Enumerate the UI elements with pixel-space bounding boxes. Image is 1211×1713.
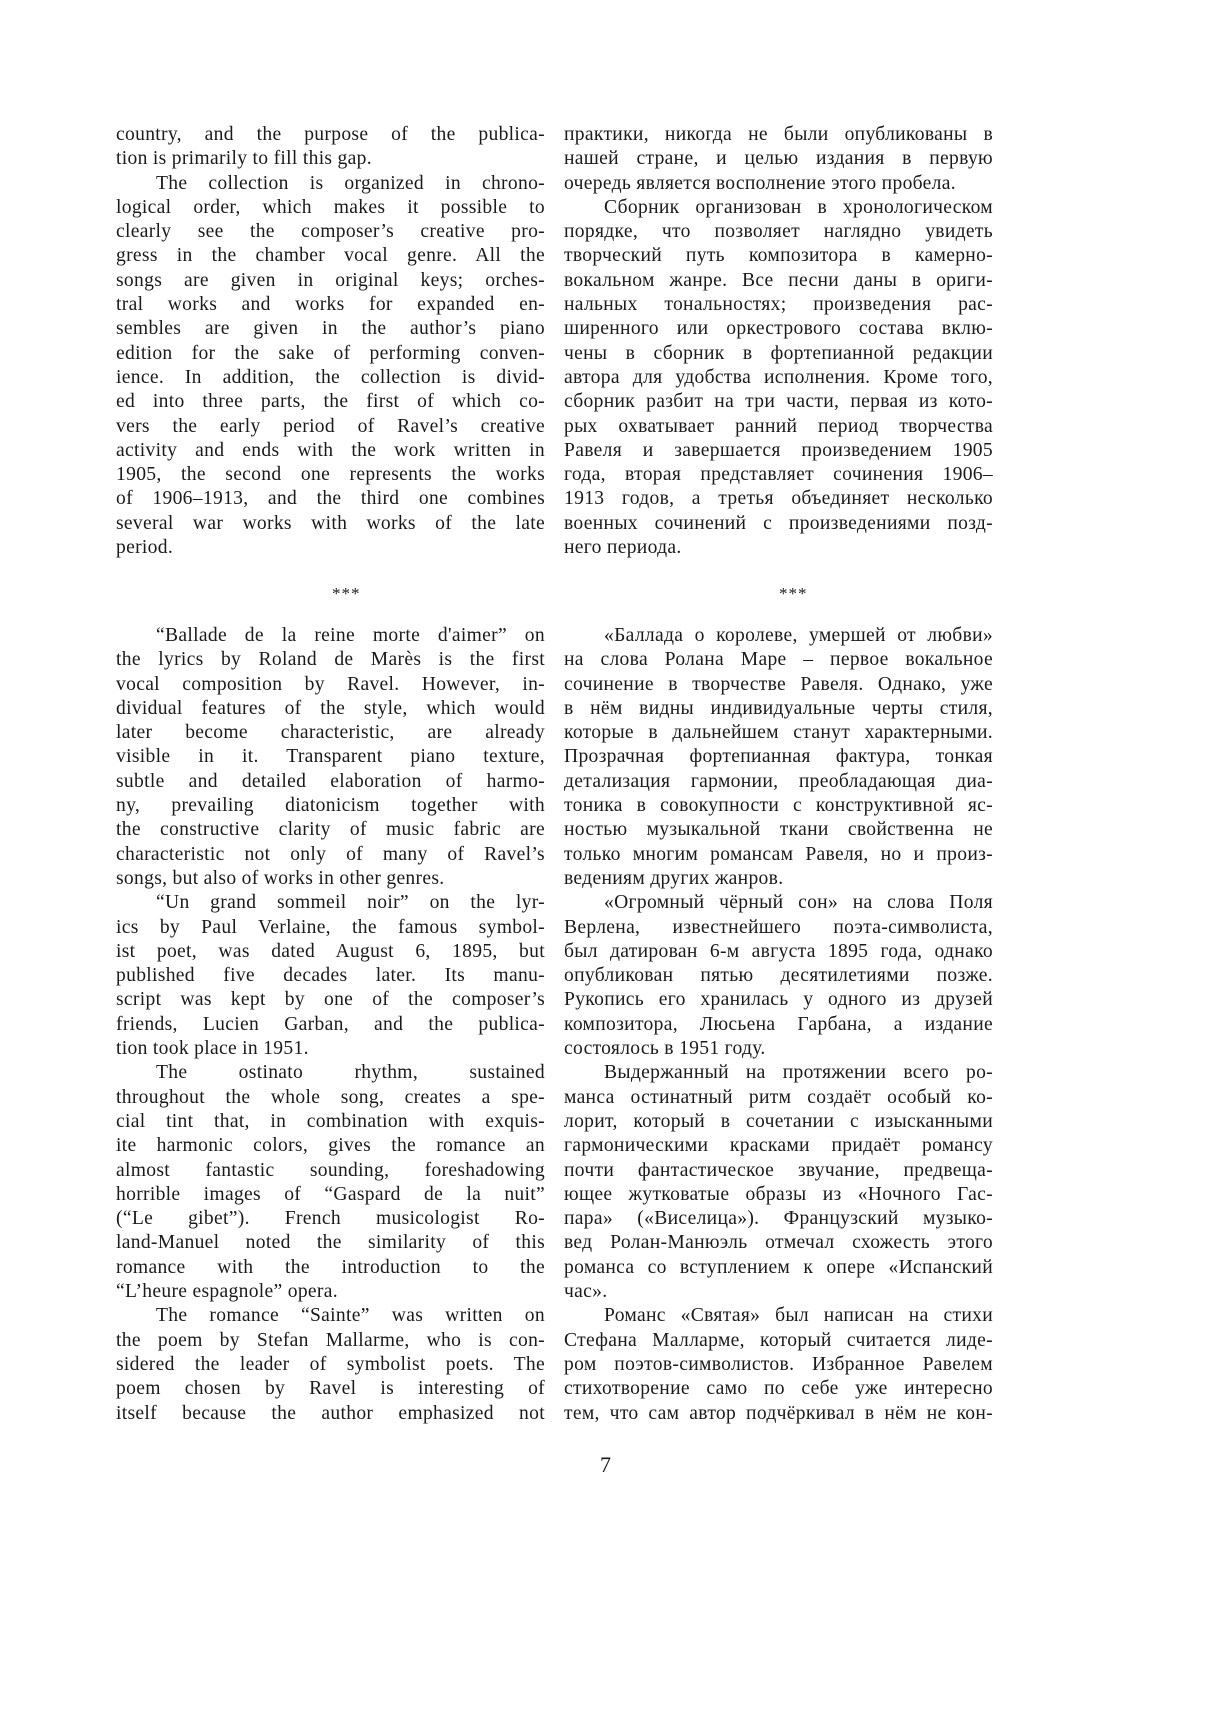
text-line: tion is primarily to fill this gap.	[116, 148, 372, 170]
text-line: (“Le gibet”). French musicologist Ro-	[116, 1208, 545, 1230]
text-line: сочинение в творчестве Равеля. Однако, уже	[564, 673, 993, 695]
text-line: Романс «Святая» был написан на стихи	[604, 1305, 993, 1327]
text-line: tion took place in 1951.	[116, 1038, 309, 1060]
page-number: 7	[600, 1452, 611, 1477]
text-line: ience. In addition, the collection is divid-	[116, 366, 545, 388]
text-line: characteristic not only of many of Ravel’s	[116, 843, 545, 865]
text-line: itself because the author emphasized not	[116, 1402, 545, 1424]
text-line: later become characteristic, are already	[116, 722, 545, 744]
text-line: visible in it. Transparent piano texture,	[116, 746, 545, 768]
paragraph	[116, 123, 545, 172]
text-line: порядке, что позволяет наглядно увидеть	[564, 221, 993, 243]
text-line: военных сочинений с произведениями позд-	[564, 512, 993, 534]
text-line: манса остинатный ритм создаёт особый ко-	[564, 1086, 993, 1108]
text-line: гармоническими красками придаёт романсу	[564, 1135, 993, 1157]
text-line: edition for the sake of performing conven-	[116, 342, 545, 364]
text-line: автора для удобства исполнения. Кроме того,	[564, 366, 993, 388]
paragraph	[116, 1304, 545, 1425]
text-line: dividual features of the style, which would	[116, 697, 545, 719]
text-line: ром поэтов-символистов. Избранное Равелем	[564, 1353, 993, 1375]
text-line: “L’heure espagnole” opera.	[116, 1281, 338, 1303]
text-line: throughout the whole song, creates a spe-	[116, 1086, 545, 1108]
text-line: Равеля и завершается произведением 1905	[564, 439, 993, 461]
text-line: композитора, Люсьена Гарбана, а издание	[564, 1013, 993, 1035]
paragraph	[116, 172, 545, 561]
text-line: almost fantastic sounding, foreshadowing	[116, 1159, 545, 1181]
paragraph	[564, 1061, 993, 1304]
text-line: “Un grand sommeil noir” on the lyr-	[156, 892, 545, 914]
text-line: ist poet, was dated August 6, 1895, but	[116, 940, 545, 962]
text-line: детализация гармонии, преобладающая диа-	[564, 770, 993, 792]
bottom-right-column	[564, 624, 993, 1426]
text-line: country, and the purpose of the publica-	[116, 124, 545, 145]
text-line: songs, but also of works in other genres.	[116, 867, 445, 889]
text-line: Рукопись его хранилась у одного из друзей	[564, 989, 993, 1011]
text-line: лорит, который в сочетании с изысканными	[564, 1110, 993, 1132]
paragraph	[564, 1304, 993, 1425]
text-line: clearly see the composer’s creative pro-	[116, 221, 545, 243]
paragraph	[564, 123, 993, 196]
text-line: The romance “Sainte” was written on	[156, 1305, 545, 1327]
text-line: почти фантастическое звучание, предвеща-	[564, 1159, 993, 1181]
text-line: нальных тональностях; произведения рас-	[564, 294, 993, 316]
text-line: Выдержанный на протяжении всего ро-	[604, 1062, 993, 1084]
text-line: состоялось в 1951 году.	[564, 1038, 766, 1060]
text-line: 1913 годов, а третья объединяет несколько	[564, 488, 993, 510]
paragraph	[564, 891, 993, 1061]
text-line: был датирован 6-м августа 1895 года, однако	[564, 940, 993, 962]
text-line: стихотворение само по себе уже интересно	[564, 1378, 993, 1400]
text-line: только многим романсам Равеля, но и произ-	[564, 843, 993, 865]
text-line: songs are given in original keys; orches-	[116, 269, 545, 291]
paragraph	[116, 1061, 545, 1304]
text-line: сборник разбит на три части, первая из кото-	[564, 391, 993, 413]
text-line: ющее жутковатые образы из «Ночного Гас-	[564, 1183, 993, 1205]
top-left-column	[116, 123, 545, 560]
text-line: activity and ends with the work written in	[116, 439, 545, 461]
text-line: него периода.	[564, 537, 682, 559]
text-line: horrible images of “Gaspard de la nuit”	[116, 1183, 545, 1205]
text-line: sembles are given in the author’s piano	[116, 318, 545, 340]
text-line: на слова Ролана Маре – первое вокальное	[564, 649, 993, 671]
text-line: “Ballade de la reine morte d'aimer” on	[156, 625, 545, 646]
text-line: 1905, the second one represents the works	[116, 464, 545, 486]
text-line: Прозрачная фортепианная фактура, тонкая	[564, 746, 993, 768]
text-line: тем, что сам автор подчёркивал в нём не кон-	[564, 1402, 993, 1424]
text-line: рых охватывает ранний период творчества	[564, 415, 993, 437]
text-line: The collection is organized in chrono-	[156, 172, 545, 194]
text-line: of 1906–1913, and the third one combines	[116, 488, 545, 510]
text-line: вед Ролан-Манюэль отмечал схожесть этого	[564, 1232, 993, 1254]
text-line: практики, никогда не были опубликованы в	[564, 124, 993, 145]
text-line: ite harmonic colors, gives the romance an	[116, 1135, 545, 1157]
text-line: пара» («Виселица»). Французский музыко-	[564, 1208, 993, 1230]
text-line: subtle and detailed elaboration of harmo-	[116, 770, 545, 792]
text-line: tral works and works for expanded en-	[116, 294, 545, 316]
text-line: Верлена, известнейшего поэта-символиста,	[564, 916, 993, 938]
text-line: poem chosen by Ravel is interesting of	[116, 1378, 545, 1400]
text-line: the constructive clarity of music fabric are	[116, 819, 545, 841]
text-line: logical order, which makes it possible to	[116, 196, 545, 218]
text-line: gress in the chamber vocal genre. All the	[116, 245, 545, 267]
section-separator-english: ***	[332, 584, 361, 603]
text-line: Стефана Малларме, который считается лиде-	[564, 1329, 993, 1351]
text-line: очередь является восполнение этого пробела.	[564, 172, 956, 194]
text-line: Сборник организован в хронологическом	[604, 196, 993, 218]
text-line: cial tint that, in combination with exquis-	[116, 1110, 545, 1132]
text-line: вокальном жанре. Все песни даны в ориги-	[564, 269, 993, 291]
text-line: ширенного или оркестрового состава вклю-	[564, 318, 993, 340]
text-line: творческий путь композитора в камерно-	[564, 245, 993, 267]
bottom-left-column	[116, 624, 545, 1426]
text-line: года, вторая представляет сочинения 1906–	[564, 464, 993, 486]
text-line: period.	[116, 537, 174, 559]
paragraph	[116, 624, 545, 891]
text-line: romance with the introduction to the	[116, 1256, 545, 1278]
top-right-column	[564, 123, 993, 560]
text-line: в нём видны индивидуальные черты стиля,	[564, 697, 993, 719]
text-line: the poem by Stefan Mallarme, who is con-	[116, 1329, 545, 1351]
text-line: vocal composition by Ravel. However, in-	[116, 673, 545, 695]
text-line: «Огромный чёрный сон» на слова Поля	[604, 892, 993, 914]
text-line: романса со вступлением к опере «Испанский	[564, 1256, 993, 1278]
text-line: the lyrics by Roland de Marès is the first	[116, 649, 545, 671]
text-line: чены в сборник в фортепианной редакции	[564, 342, 993, 364]
text-line: ностью музыкальной ткани свойственна не	[564, 819, 993, 841]
text-line: которые в дальнейшем станут характерными.	[564, 722, 993, 744]
paragraph	[564, 196, 993, 560]
text-line: friends, Lucien Garban, and the publica-	[116, 1013, 545, 1035]
section-separator-russian: ***	[779, 584, 808, 603]
text-line: нашей стране, и целью издания в первую	[564, 148, 993, 170]
text-line: тоника в совокупности с конструктивной яс-	[564, 795, 993, 817]
text-line: ny, prevailing diatonicism together with	[116, 795, 545, 817]
text-line: several war works with works of the late	[116, 512, 545, 534]
text-line: ведениям других жанров.	[564, 867, 784, 889]
text-line: script was kept by one of the composer’s	[116, 989, 545, 1011]
text-line: «Баллада о королеве, умершей от любви»	[604, 625, 993, 646]
text-line: sidered the leader of symbolist poets. The	[116, 1353, 545, 1375]
text-line: The ostinato rhythm, sustained	[156, 1062, 545, 1084]
paragraph	[116, 891, 545, 1061]
text-line: опубликован пятью десятилетиями позже.	[564, 965, 993, 987]
paragraph	[564, 624, 993, 891]
text-line: published five decades later. Its manu-	[116, 965, 545, 987]
text-line: ed into three parts, the first of which co-	[116, 391, 545, 413]
text-line: land-Manuel noted the similarity of this	[116, 1232, 545, 1254]
text-line: ics by Paul Verlaine, the famous symbol-	[116, 916, 545, 938]
text-line: час».	[564, 1281, 608, 1303]
text-line: vers the early period of Ravel’s creative	[116, 415, 545, 437]
